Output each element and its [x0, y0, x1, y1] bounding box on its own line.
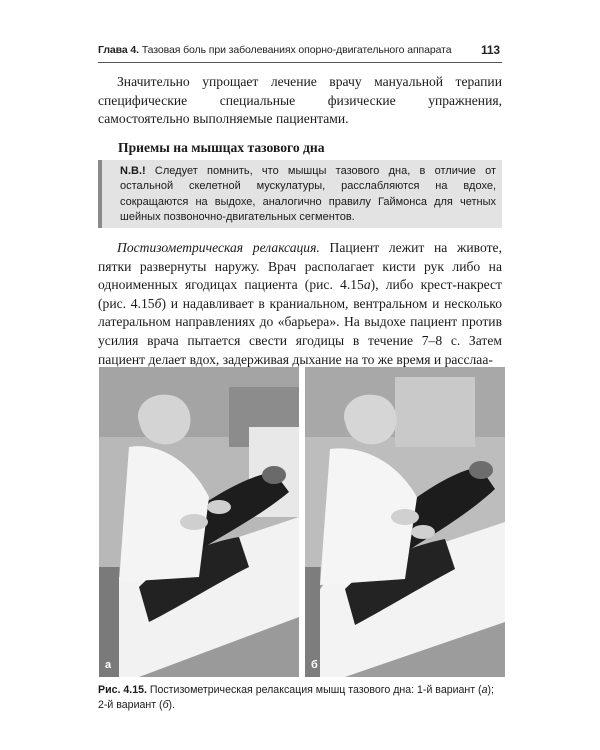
figure-photo-a — [99, 367, 299, 677]
caption-ref-b: б — [162, 698, 169, 711]
note-label: N.B.! — [120, 165, 146, 177]
figure-ref-b: б — [154, 295, 162, 311]
panel-label-a: а — [105, 659, 112, 671]
intro-paragraph: Значительно упрощает лечение врачу мануальной терапии специфические специальные физические упражнения, самостоятельно выполняемые пациентами. — [98, 74, 502, 127]
panel-label-b: б — [311, 659, 318, 671]
page-number: 113 — [480, 43, 500, 57]
figure-caption — [98, 683, 502, 712]
chapter-number: Глава 4. — [98, 44, 139, 56]
figure-photo-b — [305, 367, 505, 677]
caption-text-1: Постизометрическая релаксация мышц тазового дна: 1-й вариант ( — [146, 684, 482, 696]
chapter-title: Тазовая боль при заболеваниях опорно-двигательного аппарата — [141, 44, 452, 56]
note-text: Следует помнить, что мышцы тазового дна, в отличие от остальной скелетной мускулатуры, расслабляются на вдохе, сокращаются на выдохе, аналогично правилу Гаймонса для четных шейных позвоночно-двигательных сегментов. — [120, 165, 496, 224]
caption-text-3: ). — [168, 698, 176, 711]
main-paragraph-lead: Постизометрическая релаксация. — [117, 240, 320, 255]
caption-label: Рис. 4.15. — [98, 684, 147, 696]
caption-text-2: ); 2-й вариант ( — [98, 684, 494, 711]
main-paragraph — [98, 239, 502, 369]
figure-ref-a: а — [363, 277, 371, 293]
note-box — [98, 160, 502, 228]
main-paragraph-text-1: Пациент лежит на животе, пятки развернуты наружу. Врач располагает кисти рук либо на одноименных ягодицах пациента (рис. 4.15 — [98, 240, 502, 293]
section-heading: Приемы на мышцах тазового дна — [118, 140, 325, 155]
photo-b-illustration — [305, 367, 505, 677]
main-paragraph-text-3: ) и надавливает в краниальном, вентральном и несколько латеральном направлениях до «барьера». На выдохе пациент против усилия врача пытается свести ягодицы в течение 7–8 с. Затем пациент делает вдох, задерживая дыхание на то же время и расслаа- — [98, 295, 503, 367]
caption-ref-a: а — [481, 684, 488, 696]
running-header — [98, 44, 502, 60]
photo-a-illustration — [99, 367, 299, 677]
header-rule — [98, 62, 502, 63]
main-paragraph-text-2: ), либо крест-накрест (рис. 4.15 — [98, 277, 502, 311]
